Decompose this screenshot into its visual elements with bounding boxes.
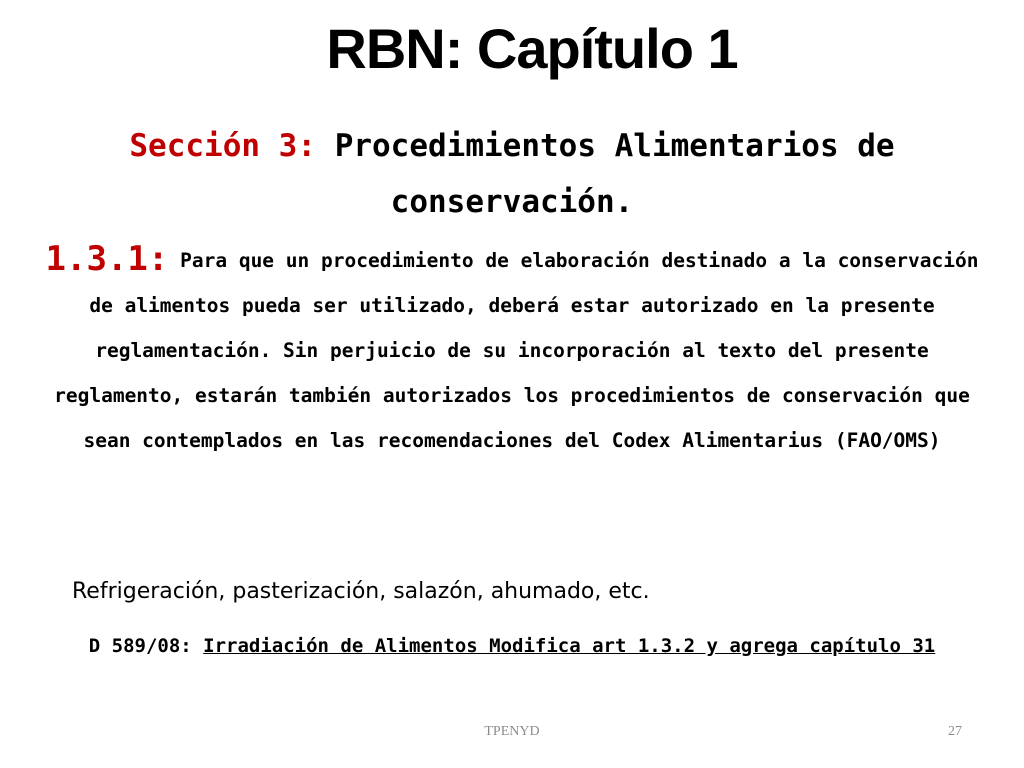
section-label: Sección 3: bbox=[129, 128, 317, 164]
examples-line: Refrigeración, pasterización, salazón, ahumado, etc. bbox=[72, 579, 650, 604]
decree-head: D 589/08: bbox=[88, 635, 192, 657]
slide-title: RBN: Capítulo 1 bbox=[326, 17, 738, 80]
decree-line bbox=[0, 630, 1024, 662]
article-paragraph bbox=[30, 237, 994, 463]
decree-body: Irradiación de Alimentos Modifica art 1.3.2 y agrega capítulo 31 bbox=[203, 635, 936, 657]
article-number: 1.3.1: bbox=[45, 239, 169, 279]
article-text: Para que un procedimiento de elaboración destinado a la conservación de alimentos pueda ser utilizado, deberá estar autorizado en la presente reglamentación. Sin perjuicio de su incorporación al texto del presente reglamento, estarán también autorizados los procedimientos de conservación que sean contemplados en las recomendaciones del Codex Alimentarius (FAO/OMS) bbox=[54, 249, 979, 452]
page-number: 27 bbox=[948, 724, 962, 739]
section-text: Procedimientos Alimentarios de conservación. bbox=[334, 128, 895, 220]
section-heading bbox=[60, 118, 964, 230]
footer-label: TPENYD bbox=[484, 724, 540, 739]
